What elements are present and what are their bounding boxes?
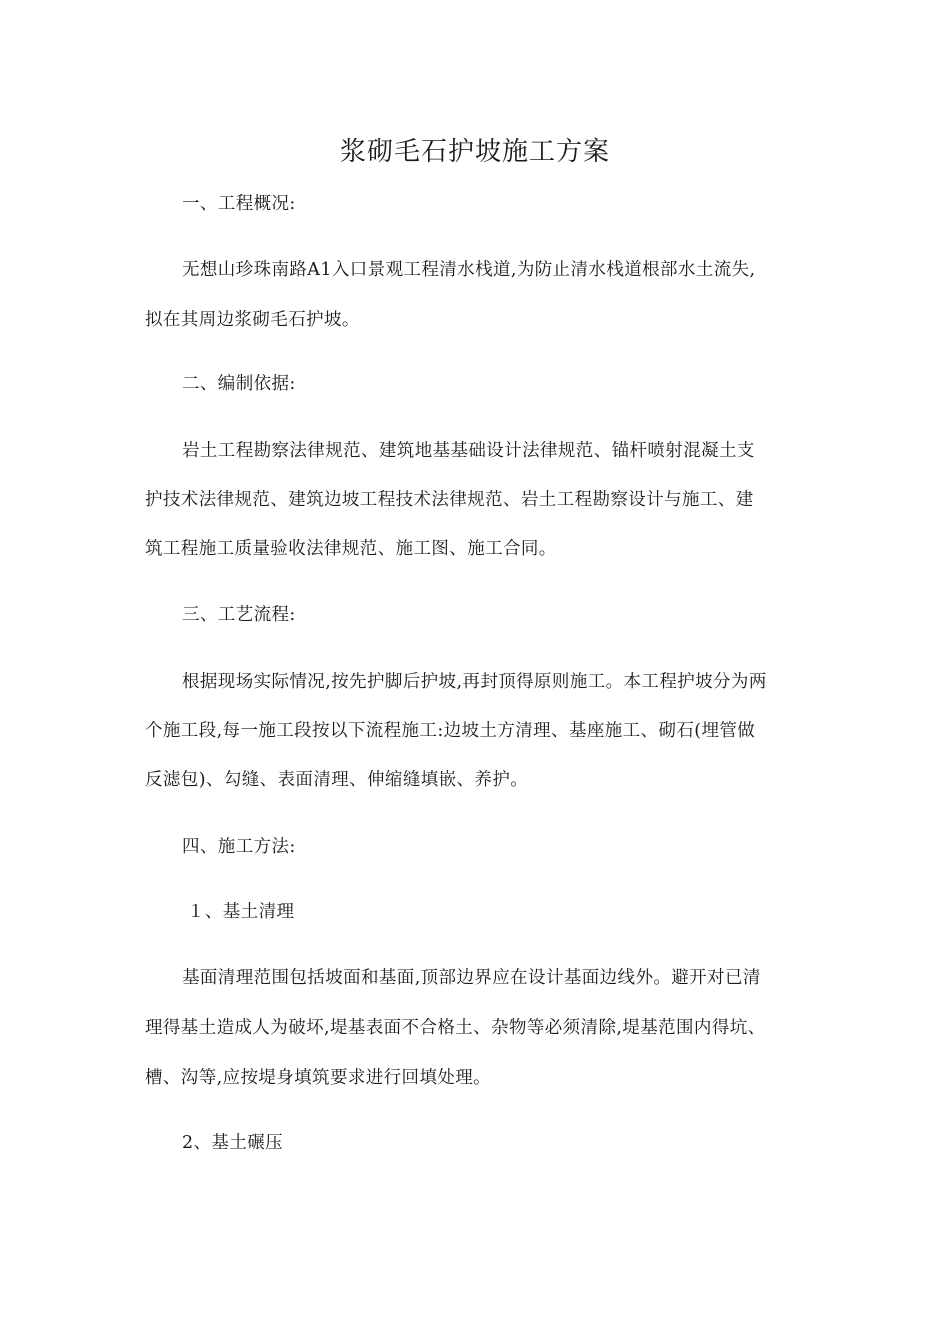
subsection-heading-cleaning: １、基土清理	[187, 902, 295, 922]
section-heading-basis: 二、编制依据:	[182, 374, 296, 394]
paragraph-line: 无想山珍珠南路A1入口景观工程清水栈道,为防止清水栈道根部水土流失,	[182, 260, 756, 280]
paragraph-line: 个施工段,每一施工段按以下流程施工:边坡土方清理、基座施工、砌石(埋管做	[145, 721, 756, 741]
paragraph-line: 理得基土造成人为破坏,堤基表面不合格土、杂物等必须清除,堤基范围内得坑、	[145, 1018, 766, 1038]
section-heading-process: 三、工艺流程:	[182, 605, 296, 625]
paragraph-line: 槽、沟等,应按堤身填筑要求进行回填处理。	[145, 1068, 492, 1088]
paragraph-line: 岩土工程勘察法律规范、建筑地基基础设计法律规范、锚杆喷射混凝土支	[182, 441, 755, 461]
paragraph-line: 反滤包)、勾缝、表面清理、伸缩缝填嵌、养护。	[145, 770, 529, 790]
section-heading-method: 四、施工方法:	[182, 837, 296, 857]
paragraph-line: 护技术法律规范、建筑边坡工程技术法律规范、岩土工程勘察设计与施工、建	[145, 490, 754, 510]
paragraph-line: 筑工程施工质量验收法律规范、施工图、施工合同。	[145, 539, 557, 559]
section-heading-overview: 一、工程概况:	[182, 194, 296, 214]
paragraph-line: 拟在其周边浆砌毛石护坡。	[145, 310, 360, 330]
document-title: 浆砌毛石护坡施工方案	[339, 137, 610, 167]
paragraph-line: 根据现场实际情况,按先护脚后护坡,再封顶得原则施工。本工程护坡分为两	[182, 672, 767, 692]
subsection-heading-compaction: 2、基土碾压	[182, 1133, 284, 1153]
paragraph-line: 基面清理范围包括坡面和基面,顶部边界应在设计基面边线外。避开对已清	[182, 968, 761, 988]
